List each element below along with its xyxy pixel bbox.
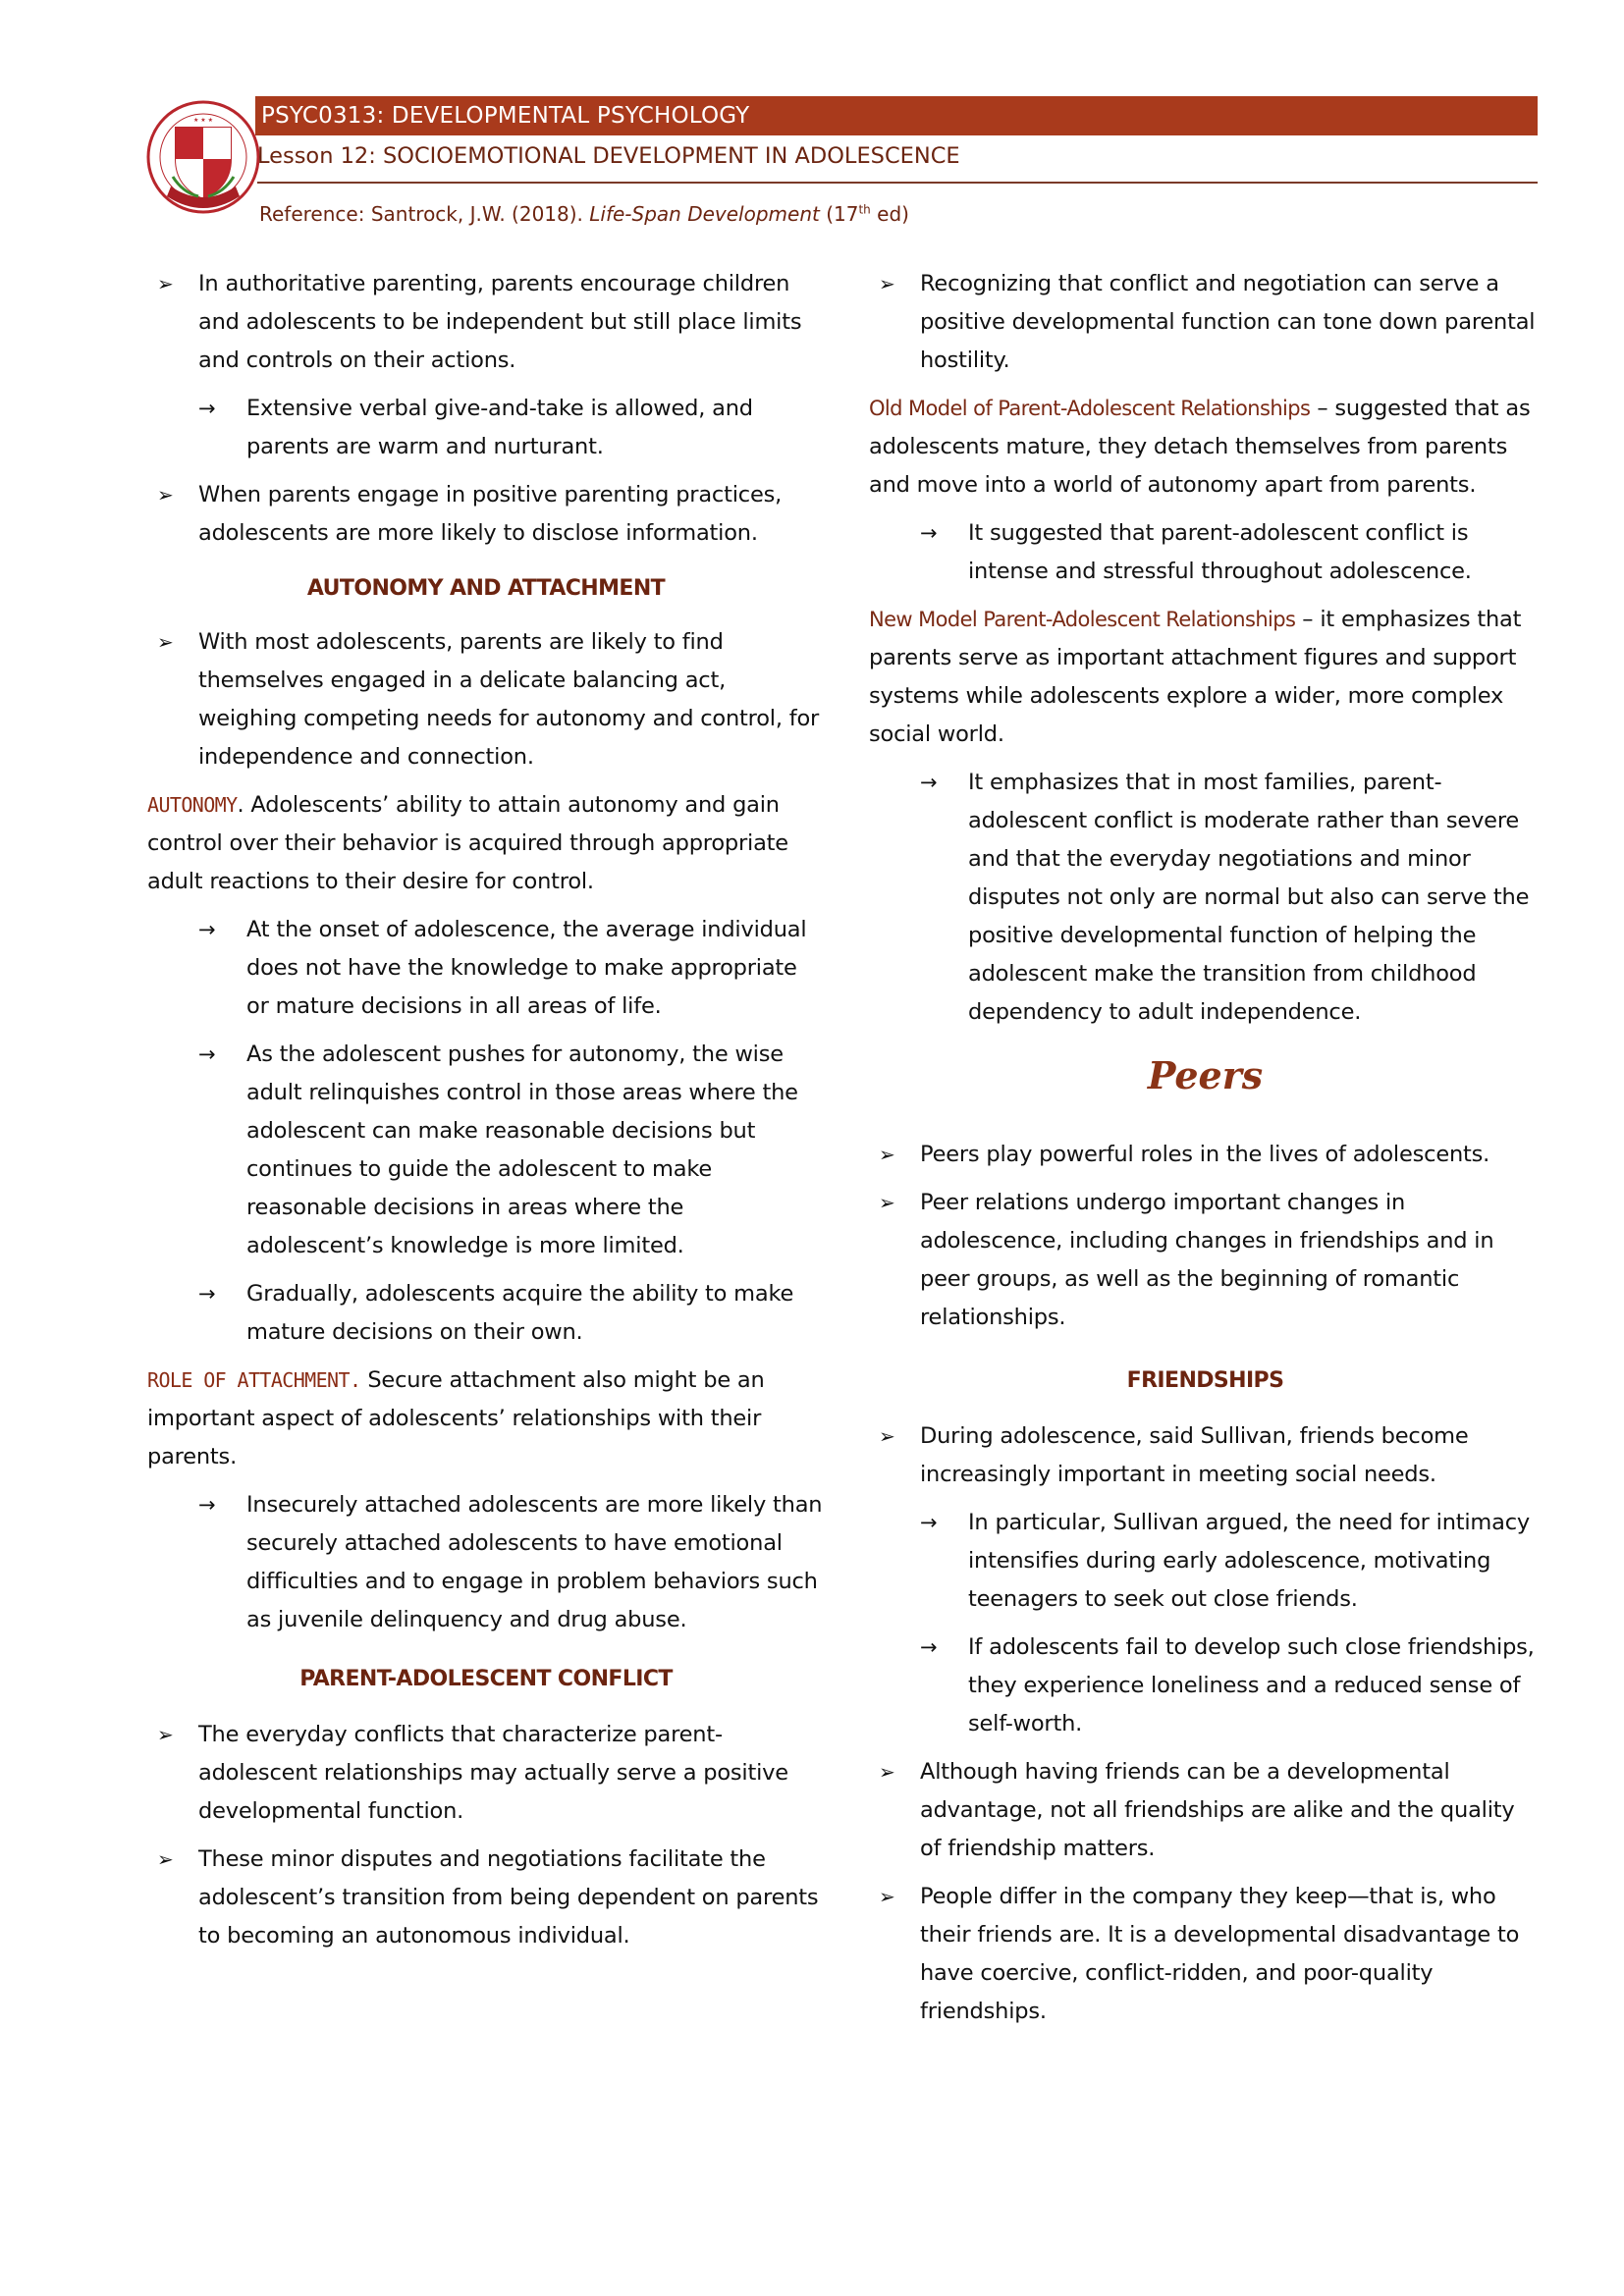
list-item <box>147 265 825 380</box>
list-item <box>869 1753 1542 1868</box>
bullet-text: Recognizing that conflict and negotiation can serve a positive developmental function can tone down parental hostility. <box>920 271 1536 373</box>
sub-list-item <box>147 390 825 466</box>
sub-list-item <box>869 1504 1542 1619</box>
list-item <box>869 1136 1542 1174</box>
sub-bullet-text: It suggested that parent-adolescent conflict is intense and stressful throughout adolescence. <box>968 520 1472 584</box>
bullet-text: During adolescence, said Sullivan, friends become increasingly important in meeting social needs. <box>920 1423 1469 1487</box>
arrowhead-bullet-icon: ➢ <box>879 1143 895 1166</box>
sub-bullet-text: It emphasizes that in most families, parent-adolescent conflict is moderate rather than severe and that the everyday negotiations and minor disputes not only are normal but also can serve the positive developmental function of helping the adolescent make the transition from childhood dependency to adult independence. <box>968 770 1530 1025</box>
arrowhead-bullet-icon: ➢ <box>157 1847 174 1871</box>
reference-edition: (17 <box>819 202 859 226</box>
lesson-title: Lesson 12: SOCIOEMOTIONAL DEVELOPMENT IN ADOLESCENCE <box>257 143 960 169</box>
term-new-model: New Model Parent-Adolescent Relationships <box>869 608 1296 631</box>
right-arrow-icon: → <box>920 1635 938 1659</box>
sub-list-item <box>147 1275 825 1352</box>
section-heading-autonomy-attachment: AUTONOMY AND ATTACHMENT <box>306 576 666 601</box>
section-heading-parent-adolescent-conflict: PARENT-ADOLESCENT CONFLICT <box>299 1667 673 1691</box>
sub-bullet-text: In particular, Sullivan argued, the need for intimacy intensifies during early adolescence, motivating teenagers to seek out close friends. <box>968 1510 1531 1612</box>
left-column <box>147 265 825 1965</box>
right-arrow-icon: → <box>920 771 938 794</box>
reference-book-title: Life-Span Development <box>589 202 820 226</box>
arrowhead-bullet-icon: ➢ <box>879 272 895 295</box>
new-model-paragraph <box>869 601 1542 754</box>
paragraph-text: – it emphasizes that parents serve as important attachment figures and support systems while adolescents explore a wider, more complex social world. <box>869 607 1522 747</box>
reference-label: Reference <box>259 202 358 226</box>
svg-text:★ ★ ★: ★ ★ ★ <box>193 117 213 124</box>
bullet-text: With most adolescents, parents are likely to find themselves engaged in a delicate balancing act, weighing competing needs for autonomy and control, for independence and connection. <box>198 629 820 770</box>
sub-bullet-text: At the onset of adolescence, the average individual does not have the knowledge to make appropriate or mature decisions in all areas of life. <box>246 917 807 1019</box>
right-arrow-icon: → <box>920 1511 938 1534</box>
right-arrow-icon: → <box>920 521 938 545</box>
university-seal-icon <box>143 98 263 224</box>
arrowhead-bullet-icon: ➢ <box>879 1424 895 1448</box>
header-divider <box>257 182 1538 184</box>
term-old-model: Old Model of Parent-Adolescent Relationships <box>869 397 1311 420</box>
right-arrow-icon: → <box>198 397 216 420</box>
list-item <box>147 1841 825 1955</box>
arrowhead-bullet-icon: ➢ <box>157 483 174 507</box>
paragraph-text: – suggested that as adolescents mature, they detach themselves from parents and move into a world of autonomy apart from parents. <box>869 396 1531 498</box>
bullet-text: The everyday conflicts that characterize parent-adolescent relationships may actually serve a positive developmental function. <box>198 1722 788 1824</box>
sub-bullet-text: As the adolescent pushes for autonomy, the wise adult relinquishes control in those areas where the adolescent can make reasonable decisions but continues to guide the adolescent to make reasonable decisions in areas where the adolescent’s knowledge is more limited. <box>246 1041 798 1258</box>
bullet-text: Peer relations undergo important changes in adolescence, including changes in friendships and in peer groups, as well as the beginning of romantic relationships. <box>920 1190 1494 1330</box>
list-item <box>147 1716 825 1831</box>
sub-list-item <box>147 1036 825 1265</box>
arrowhead-bullet-icon: ➢ <box>157 272 174 295</box>
attachment-paragraph <box>147 1362 825 1476</box>
arrowhead-bullet-icon: ➢ <box>157 630 174 654</box>
section-heading-friendships: FRIENDSHIPS <box>1126 1368 1284 1393</box>
list-item <box>147 476 825 553</box>
sub-list-item <box>147 1486 825 1639</box>
list-item <box>869 1417 1542 1494</box>
autonomy-paragraph <box>147 786 825 901</box>
document-header <box>0 0 1624 245</box>
sub-list-item <box>869 514 1542 591</box>
bullet-text: People differ in the company they keep—that is, who their friends are. It is a developmental disadvantage to have coercive, conflict-ridden, and poor-quality friendships. <box>920 1884 1520 2024</box>
paragraph-text: . Adolescents’ ability to attain autonomy and gain control over their behavior is acquired through appropriate adult reactions to their desire for control. <box>147 792 788 894</box>
list-item <box>869 1878 1542 2031</box>
old-model-paragraph <box>869 390 1542 505</box>
right-arrow-icon: → <box>198 918 216 941</box>
sub-bullet-text: Extensive verbal give-and-take is allowed, and parents are warm and nurturant. <box>246 396 753 459</box>
sub-list-item <box>869 764 1542 1032</box>
right-arrow-icon: → <box>198 1042 216 1066</box>
term-autonomy: AUTONOMY <box>147 793 238 817</box>
bullet-text: Although having friends can be a developmental advantage, not all friendships are alike and the quality of friendship matters. <box>920 1759 1515 1861</box>
arrowhead-bullet-icon: ➢ <box>879 1191 895 1214</box>
sub-bullet-text: Insecurely attached adolescents are more likely than securely attached adolescents to have emotional difficulties and to engage in problem behaviors such as juvenile delinquency and drug abuse. <box>246 1492 823 1632</box>
bullet-text: These minor disputes and negotiations facilitate the adolescent’s transition from being dependent on parents to becoming an autonomous individual. <box>198 1846 819 1949</box>
arrowhead-bullet-icon: ➢ <box>157 1723 174 1746</box>
list-item <box>869 265 1542 380</box>
list-item <box>147 623 825 776</box>
arrowhead-bullet-icon: ➢ <box>879 1885 895 1908</box>
course-title: PSYC0313: DEVELOPMENTAL PSYCHOLOGY <box>261 103 750 129</box>
reference-edition-sup: th <box>858 202 871 217</box>
right-column <box>869 265 1542 2041</box>
sub-bullet-text: If adolescents fail to develop such close friendships, they experience loneliness and a reduced sense of self-worth. <box>968 1634 1535 1736</box>
bullet-text: Peers play powerful roles in the lives of adolescents. <box>920 1142 1490 1167</box>
section-heading-peers: Peers <box>1147 1053 1264 1097</box>
sub-list-item <box>869 1629 1542 1743</box>
bullet-text: In authoritative parenting, parents encourage children and adolescents to be independent but still place limits and controls on their actions. <box>198 271 802 373</box>
paragraph-text: Secure attachment also might be an important aspect of adolescents’ relationships with their parents. <box>147 1367 765 1469</box>
sub-list-item <box>147 911 825 1026</box>
right-arrow-icon: → <box>198 1282 216 1306</box>
sub-bullet-text: Gradually, adolescents acquire the ability to make mature decisions on their own. <box>246 1281 794 1345</box>
arrowhead-bullet-icon: ➢ <box>879 1760 895 1784</box>
bullet-text: When parents engage in positive parenting practices, adolescents are more likely to disclose information. <box>198 482 783 546</box>
right-arrow-icon: → <box>198 1493 216 1517</box>
course-title-band <box>255 96 1538 135</box>
term-role-of-attachment: ROLE OF ATTACHMENT. <box>147 1368 361 1392</box>
reference-edition-end: ed) <box>870 202 909 226</box>
reference-line <box>259 201 909 227</box>
list-item <box>869 1184 1542 1337</box>
reference-text: : Santrock, J.W. (2018). <box>357 202 590 226</box>
